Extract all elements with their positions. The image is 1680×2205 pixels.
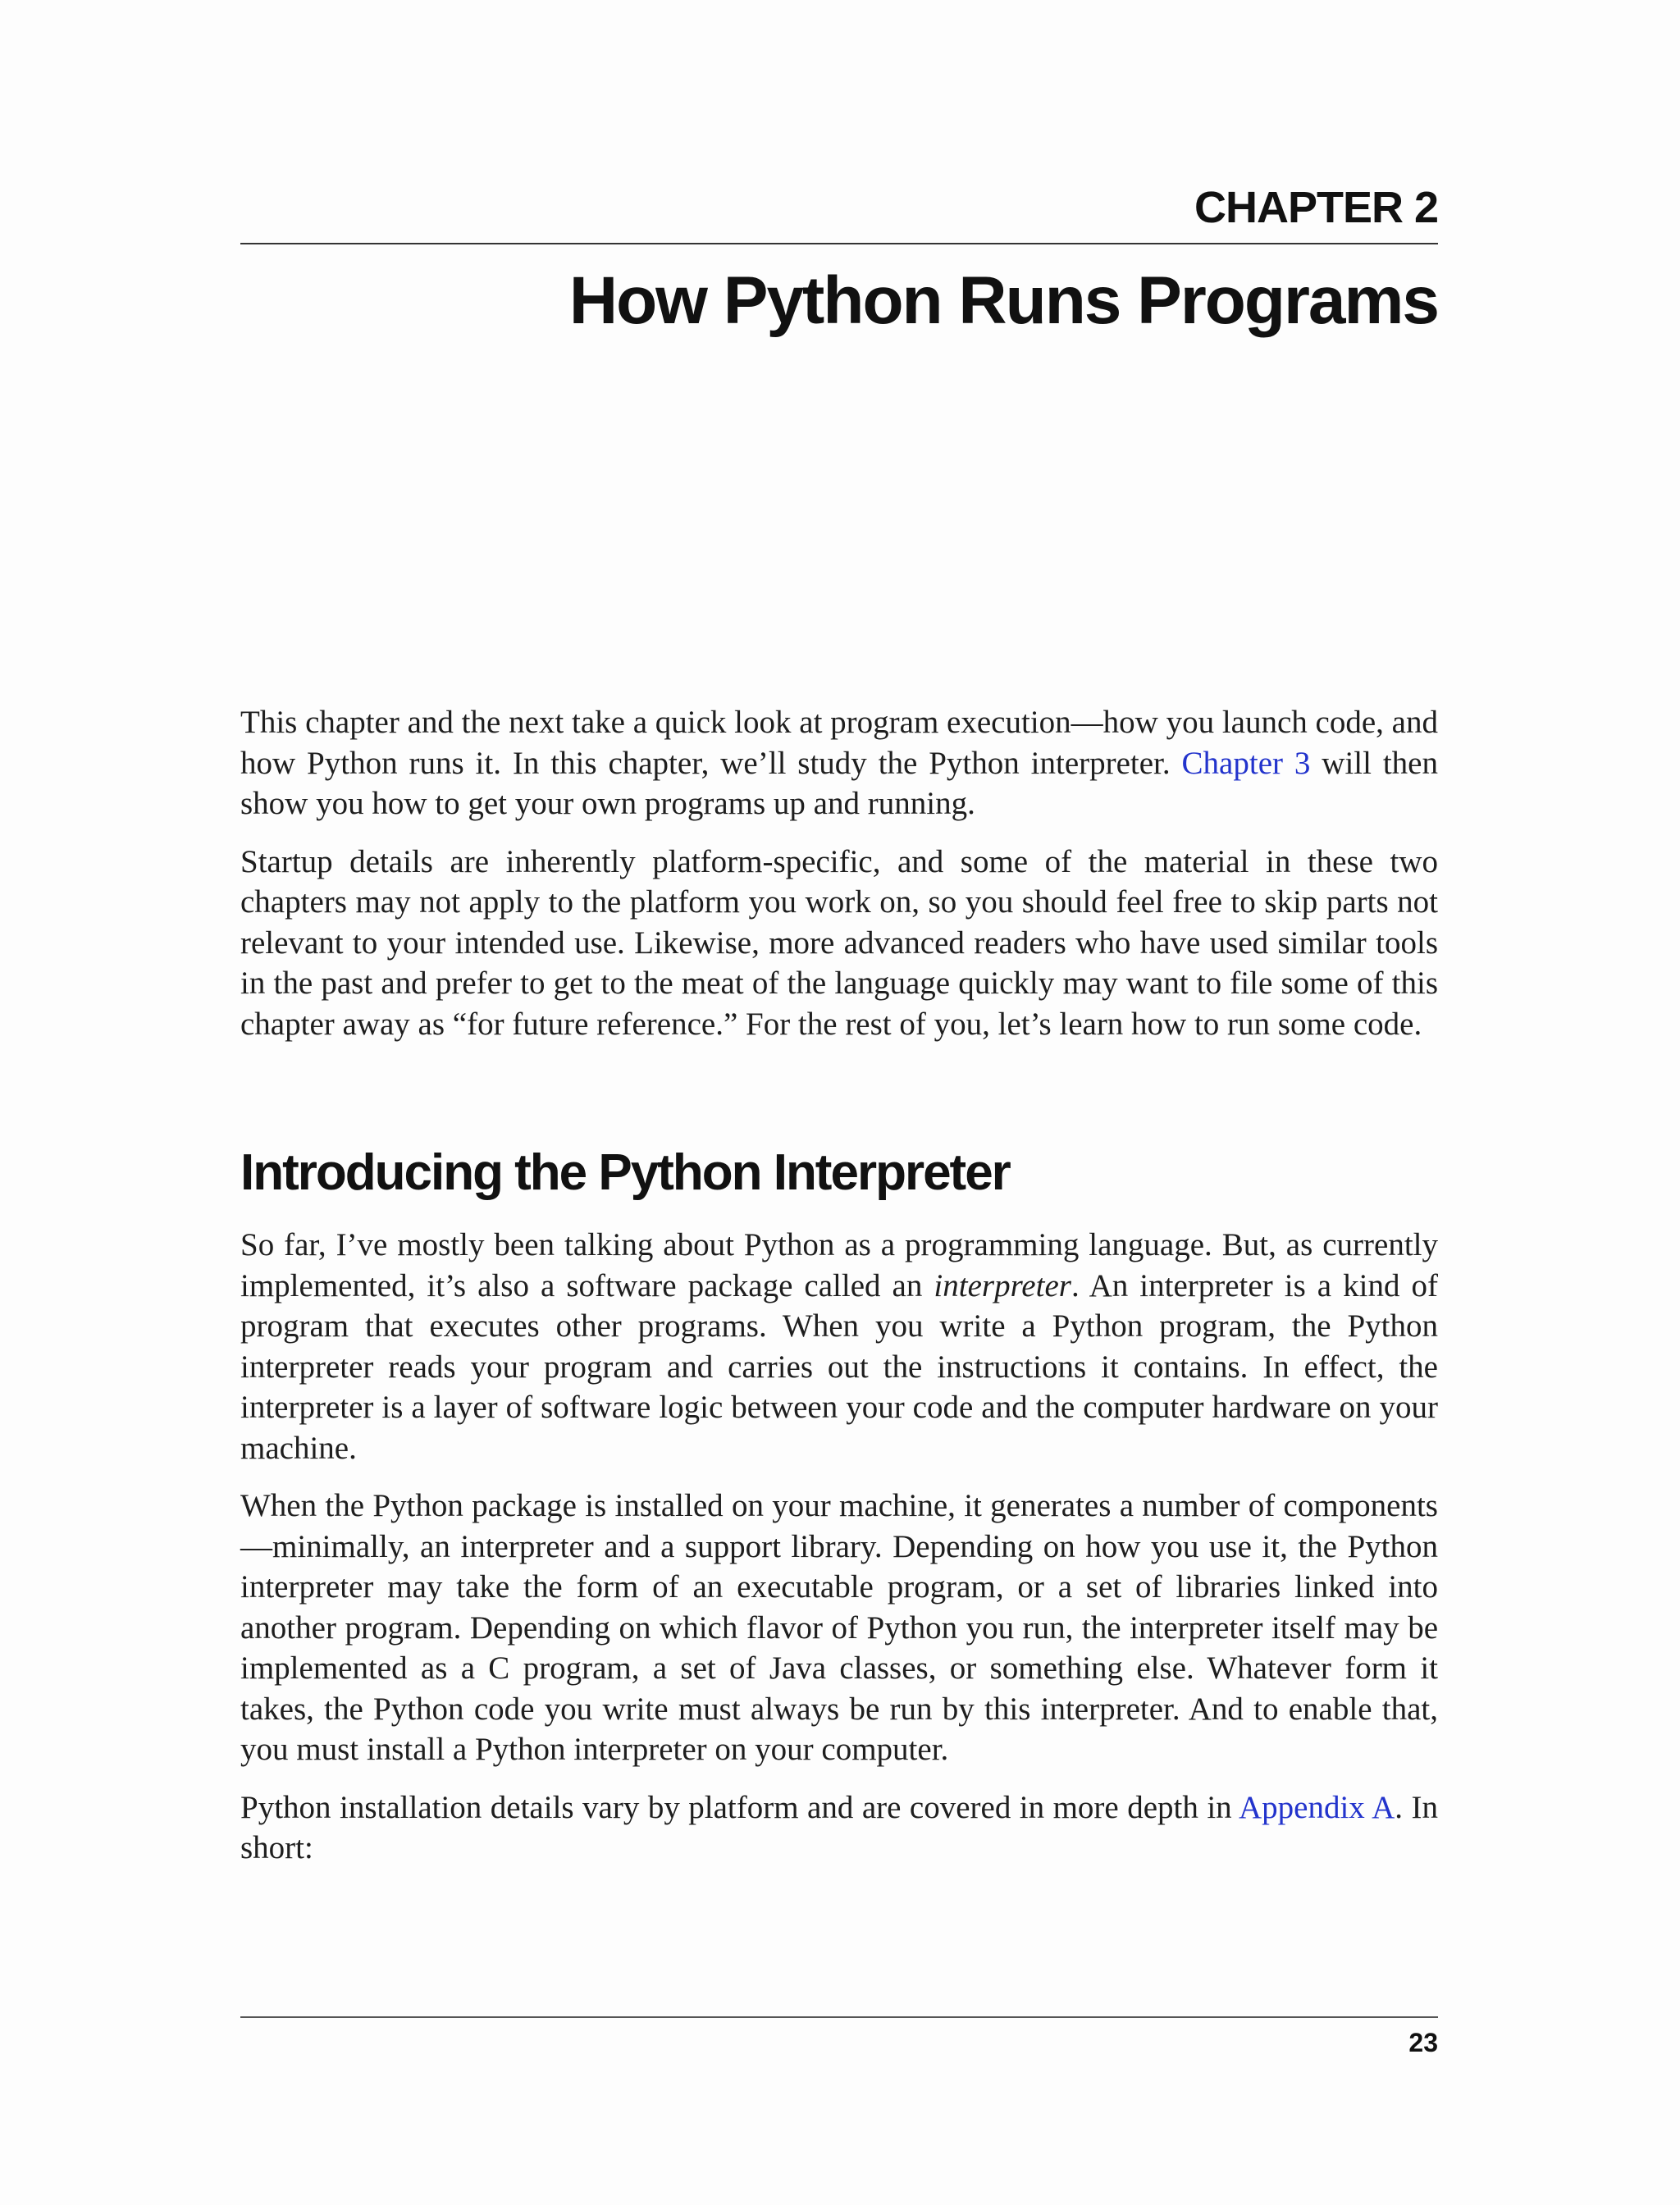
section-heading: Introducing the Python Interpreter [240,1144,1010,1201]
section-paragraph-1-text-a: So far, I’ve mostly been talking about Python as a programming language. But, as currently implemented, it’s also a software package called an [240,1227,1438,1303]
chapter-rule [240,243,1438,244]
intro-section [240,702,1438,1061]
chapter-3-link[interactable]: Chapter 3 [1181,745,1311,781]
section-paragraph-3 [240,1787,1438,1869]
page-number: 23 [1408,2028,1438,2057]
section-paragraph-3-text-b: . In short: [240,1789,1438,1865]
intro-paragraph-2: Startup details are inherently platform-specific, and some of the material in these two chapters may not apply to the platform you work on, so you should feel free to skip parts not relevant to your intended use. Likewise, more advanced readers who have used similar tools in the past and prefer to get to the meat of the language quickly may want to file some of this chapter away as “for future reference.” For the rest of you, let’s learn how to run some code. [240,843,1438,1042]
appendix-a-link[interactable]: Appendix A [1238,1789,1395,1825]
section-paragraph-1 [240,1225,1438,1468]
intro-paragraph-1 [240,702,1438,824]
chapter-label: CHAPTER 2 [1194,183,1438,232]
intro-paragraph-1-text-b: will then show you how to get your own programs up and running. [240,745,1438,821]
interpreter-term: interpreter [934,1267,1071,1303]
section-paragraph-1-text-b: . An interpreter is a kind of program that executes other programs. When you write a Python program, the Python interpreter reads your program and carries out the instructions it contains. In effect, the interpreter is a layer of software logic between your code and the computer hardware on your machine. [240,1267,1438,1466]
section-paragraph-3-text-a: Python installation details vary by platform and are covered in more depth in [240,1789,1239,1825]
section-paragraph-2: When the Python package is installed on your machine, it generates a number of components—minimally, an interpreter and a support library. Depending on how you use it, the Python interpreter may take the form of an executable program, or a set of libraries linked into another program. Depending on which flavor of Python you run, the interpreter itself may be implemented as a C program, a set of Java classes, or something else. Whatever form it takes, the Python code you write must always be run by this interpreter. And to enable that, you must install a Python interpreter on your computer. [240,1488,1438,1767]
interpreter-section [240,1225,1438,1886]
intro-paragraph-1-text-a: This chapter and the next take a quick look at program execution—how you launch code, and how Python runs it. In this chapter, we’ll study the Python interpreter. [240,705,1438,781]
chapter-title: How Python Runs Programs [568,263,1438,338]
footer-rule [240,2016,1438,2018]
